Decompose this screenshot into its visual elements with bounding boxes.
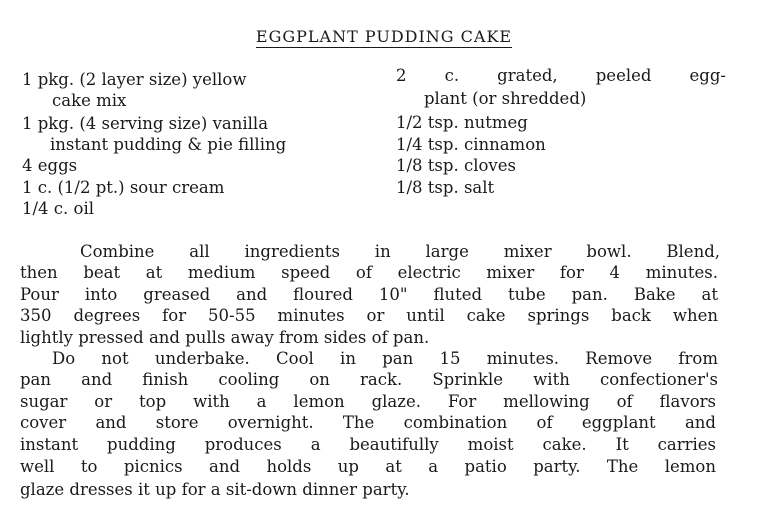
direction-line: Do not underbake. Cool in pan 15 minutes. Remove from [52, 349, 718, 368]
ingredient-line: 1/8 tsp. cloves [396, 156, 516, 175]
direction-line: well to picnics and holds up at a patio party. The lemon [20, 457, 716, 476]
direction-line: Pour into greased and floured 10" fluted tube pan. Bake at [20, 285, 718, 304]
ingredient-line: 2 c. grated, peeled egg- [396, 66, 726, 85]
ingredient-line: plant (or shredded) [424, 89, 587, 108]
recipe-title-text: EGGPLANT PUDDING CAKE [255, 27, 513, 46]
direction-line: glaze dresses it up for a sit-down dinner party. [20, 480, 410, 499]
ingredient-line: instant pudding & pie filling [50, 135, 287, 154]
ingredient-line: 1 pkg. (4 serving size) vanilla [22, 114, 269, 133]
direction-line: lightly pressed and pulls away from sides of pan. [20, 328, 430, 347]
direction-line: Combine all ingredients in large mixer bowl. Blend, [80, 242, 720, 261]
direction-line: sugar or top with a lemon glaze. For mellowing of flavors [20, 392, 716, 411]
ingredient-line: 1/4 c. oil [22, 199, 95, 218]
direction-line: pan and finish cooling on rack. Sprinkle with confectioner's [20, 370, 718, 389]
ingredient-line: 1/2 tsp. nutmeg [396, 113, 528, 132]
ingredient-line: 1/8 tsp. salt [396, 178, 495, 197]
ingredient-line: 1 c. (1/2 pt.) sour cream [22, 178, 225, 197]
ingredient-line: cake mix [52, 91, 127, 110]
direction-line: 350 degrees for 50-55 minutes or until cake springs back when [20, 306, 718, 325]
direction-line: instant pudding produces a beautifully moist cake. It carries [20, 435, 716, 454]
ingredient-line: 1 pkg. (2 layer size) yellow [22, 70, 247, 89]
recipe-title [0, 27, 768, 46]
direction-line: then beat at medium speed of electric mixer for 4 minutes. [20, 263, 718, 282]
ingredient-line: 4 eggs [22, 156, 78, 175]
ingredient-line: 1/4 tsp. cinnamon [396, 135, 546, 154]
direction-line: cover and store overnight. The combination of eggplant and [20, 413, 716, 432]
